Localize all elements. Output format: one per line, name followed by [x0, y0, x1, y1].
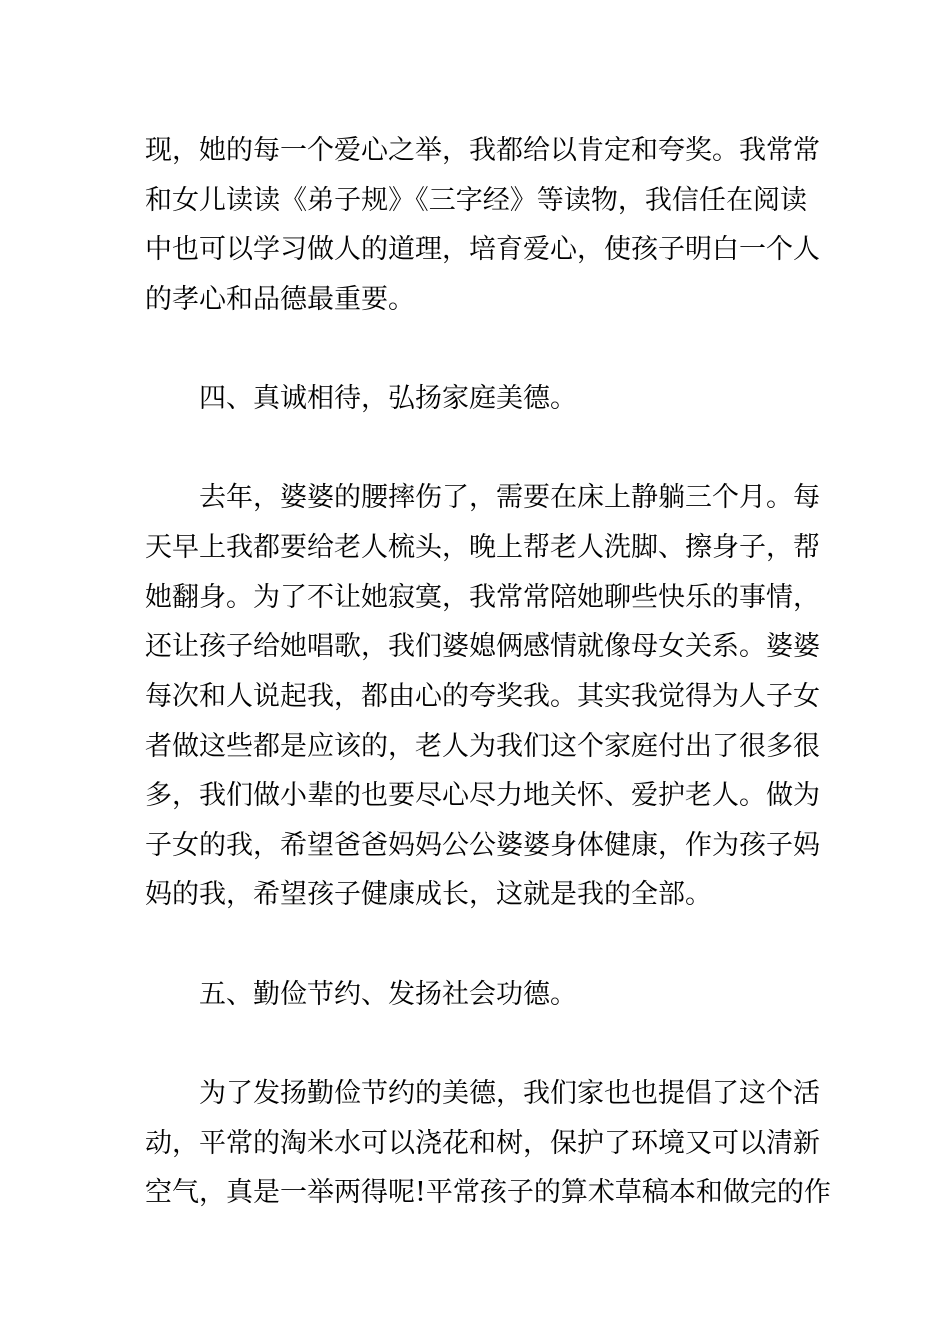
text-line: 多，我们做小辈的也要尽心尽力地关怀、爱护老人。做为: [145, 780, 820, 811]
text-line: 天早上我都要给老人梳头，晚上帮老人洗脚、擦身子，帮: [145, 532, 820, 563]
text-line: 和女儿读读《弟子规》《三字经》等读物，我信任在阅读: [145, 185, 807, 216]
text-line: 子女的我，希望爸爸妈妈公公婆婆身体健康，作为孩子妈: [145, 830, 820, 861]
section-heading: 五、勤俭节约、发扬社会功德。: [145, 979, 577, 1010]
text-line: 妈的我，希望孩子健康成长，这就是我的全部。: [145, 879, 712, 910]
text-line: 还让孩子给她唱歌，我们婆媳俩感情就像母女关系。婆婆: [145, 631, 820, 662]
text-line: 为了发扬勤俭节约的美德，我们家也也提倡了这个活: [145, 1078, 820, 1109]
text-line: 者做这些都是应该的，老人为我们这个家庭付出了很多很: [145, 731, 820, 762]
section-heading: 四、真诚相待，弘扬家庭美德。: [145, 383, 577, 414]
text-line: 的孝心和品德最重要。: [145, 284, 415, 315]
text-line: 每次和人说起我，都由心的夸奖我。其实我觉得为人子女: [145, 681, 820, 712]
text-line: 中也可以学习做人的道理，培育爱心，使孩子明白一个人: [145, 234, 820, 265]
text-line: 她翻身。为了不让她寂寞，我常常陪她聊些快乐的事情，: [145, 582, 820, 613]
text-line: 现，她的每一个爱心之举，我都给以肯定和夸奖。我常常: [145, 135, 820, 166]
text-line: 去年，婆婆的腰摔伤了，需要在床上静躺三个月。每: [145, 482, 820, 513]
text-line: 空气，真是一举两得呢!平常孩子的算术草稿本和做完的作: [145, 1177, 831, 1208]
text-line: 动，平常的淘米水可以浇花和树，保护了环境又可以清新: [145, 1128, 820, 1159]
